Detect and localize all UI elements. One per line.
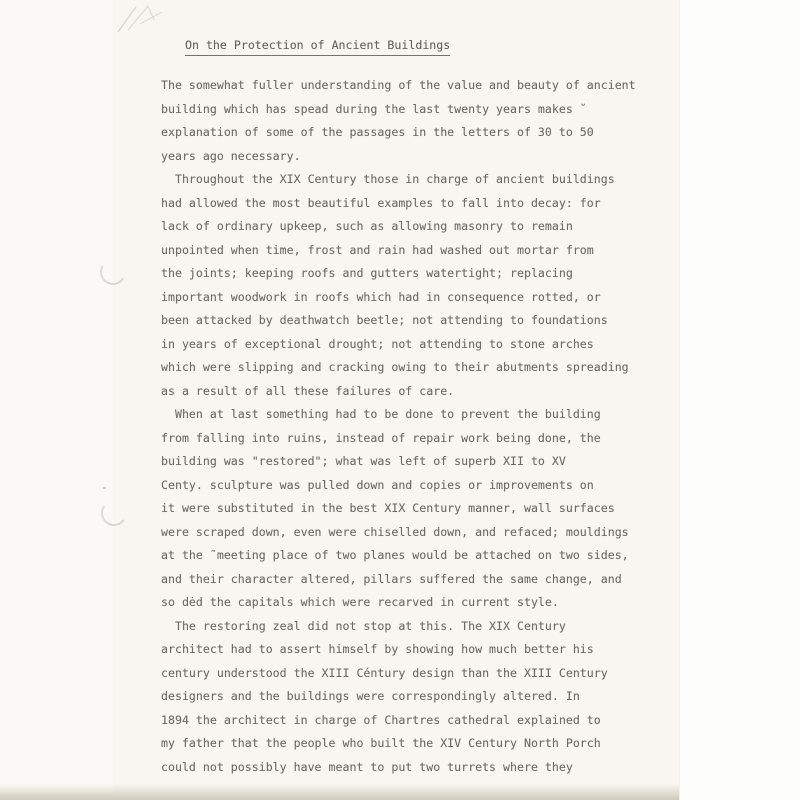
text-line: as a result of all these failures of care. bbox=[161, 383, 455, 398]
text-line: which were slipping and cracking owing to their abutments spreading bbox=[161, 360, 629, 374]
text-line: Throughout the XIX Century those in charge of ancient buildings bbox=[161, 172, 615, 186]
text-line: so dėd the capitals which were recarved in current style. bbox=[161, 595, 559, 609]
text-line: building which has spead during the last twenty years makes ˘ bbox=[161, 101, 587, 116]
text-line: were scraped down, even were chiselled down, and refaced; mouldings bbox=[161, 524, 629, 539]
text-line: The somewhat fuller understanding of the value and beauty of ancient bbox=[161, 78, 636, 92]
stray-pencil-dash: - bbox=[101, 480, 108, 494]
typewritten-content bbox=[161, 38, 636, 779]
text-line: and their character altered, pillars suffered the same change, and bbox=[161, 571, 622, 586]
text-line: important woodwork in roofs which had in consequence rotted, or bbox=[161, 289, 601, 304]
text-line: building was "restored"; what was left of superb XII to XV bbox=[161, 454, 566, 468]
paragraph bbox=[161, 403, 636, 615]
paper-right-edge bbox=[679, 0, 800, 800]
paragraph bbox=[161, 168, 636, 403]
paragraph bbox=[161, 615, 636, 780]
text-line: could not possibly have meant to put two turrets where they bbox=[161, 759, 573, 774]
document-title: On the Protection of Ancient Buildings bbox=[185, 38, 450, 56]
text-line: designers and the buildings were correspondingly altered. In bbox=[161, 689, 580, 703]
scan-left-shading bbox=[0, 0, 113, 800]
text-line: 1894 the architect in charge of Chartres cathedral explained to bbox=[161, 712, 601, 727]
text-line: The restoring zeal did not stop at this. The XIX Century bbox=[161, 618, 566, 633]
text-line: at the ˜meeting place of two planes would be attached on two sides, bbox=[161, 548, 629, 562]
text-line: unpointed when time, frost and rain had washed out mortar from bbox=[161, 242, 594, 257]
document-body bbox=[161, 74, 636, 779]
text-line: my father that the people who built the XIV Century North Porch bbox=[161, 736, 601, 750]
text-line: century understood the XIII Céntury design than the XIII Century bbox=[161, 665, 608, 680]
text-line: from falling into ruins, instead of repair work being done, the bbox=[161, 430, 601, 445]
text-line: it were substituted in the best XIX Century manner, wall surfaces bbox=[161, 501, 615, 515]
paragraph bbox=[161, 74, 636, 168]
text-line: had allowed the most beautiful examples to fall into decay: for bbox=[161, 195, 601, 210]
text-line: explanation of some of the passages in the letters of 30 to 50 bbox=[161, 125, 594, 139]
text-line: the joints; keeping roofs and gutters watertight; replacing bbox=[161, 266, 573, 280]
text-line: lack of ordinary upkeep, such as allowing masonry to remain bbox=[161, 219, 573, 233]
pencil-scribble-mark bbox=[110, 0, 180, 42]
text-line: years ago necessary. bbox=[161, 148, 301, 163]
text-line: When at last something had to be done to prevent the building bbox=[161, 407, 601, 421]
paper-bottom-edge bbox=[0, 784, 679, 800]
text-line: in years of exceptional drought; not attending to stone arches bbox=[161, 336, 594, 351]
text-line: architect had to assert himself by showing how much better his bbox=[161, 642, 594, 656]
text-line: Centy. sculpture was pulled down and copies or improvements on bbox=[161, 477, 594, 492]
text-line: been attacked by deathwatch beetle; not attending to foundations bbox=[161, 313, 608, 327]
